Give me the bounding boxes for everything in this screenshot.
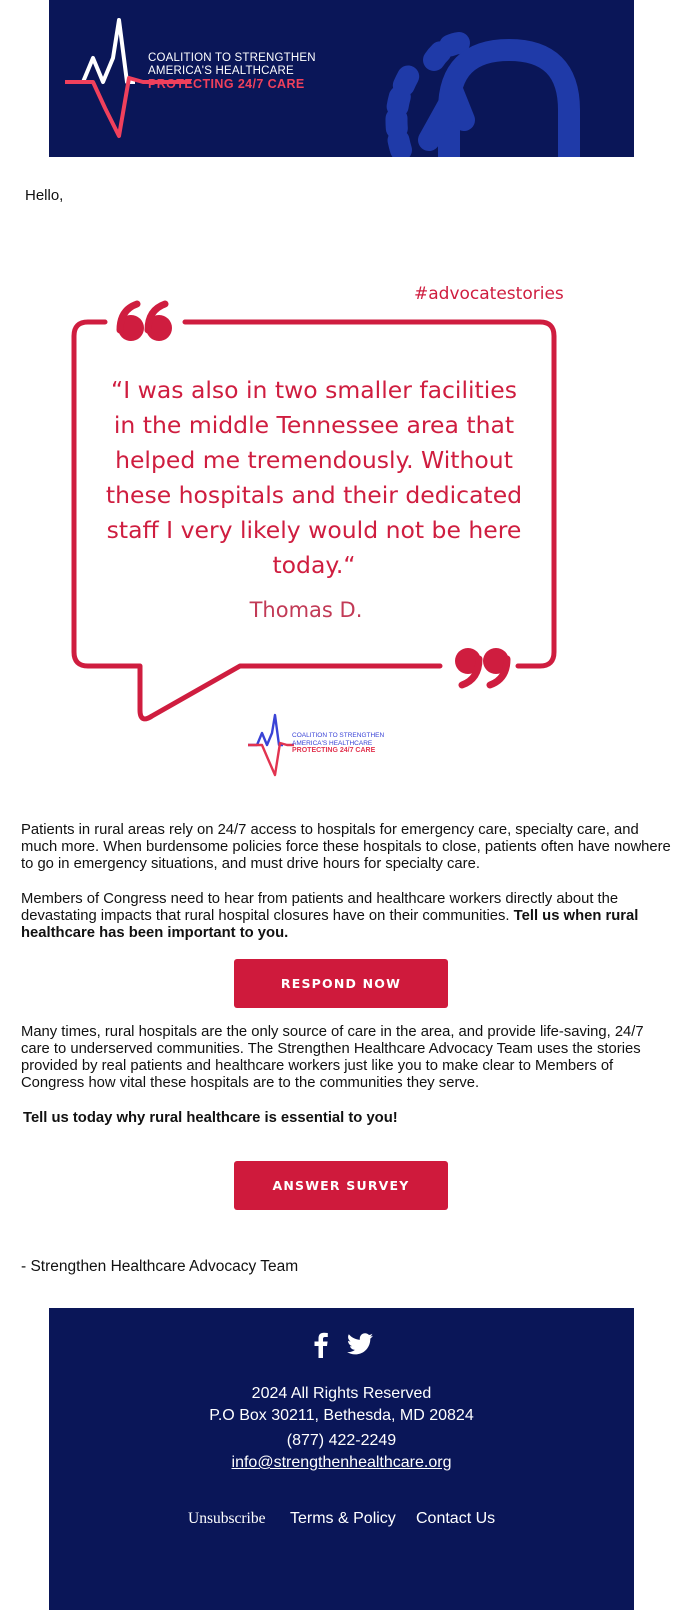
respond-now-button[interactable]: RESPOND NOW [234,959,448,1008]
footer-email-link[interactable]: info@strengthenhealthcare.org [231,1454,452,1471]
testimonial-quote: “I was also in two smaller facilities in the middle Tennessee area that helped me tremendously. Without these hospitals and their dedicated staff I very likely would not be here today.“ [105,376,523,579]
mini-logo-heartbeat-icon [247,713,295,779]
close-quote-icon [450,645,512,689]
facebook-icon[interactable] [314,1332,328,1358]
terms-policy-link[interactable]: Terms & Policy [290,1510,396,1527]
hashtag: #advocatestories [414,284,564,304]
paragraph-rural-access: Patients in rural areas rely on 24/7 access to hospitals for emergency care, specialty care, and much more. When burdensome policies force these hospitals to close, patients often have nowhere to go in emergency situations, and must drive hours for specialty care. [21,822,671,872]
unsubscribe-link[interactable]: Unsubscribe [188,1510,266,1527]
answer-survey-button[interactable]: ANSWER SURVEY [234,1161,448,1210]
logo-line1: COALITION TO STRENGTHEN [148,52,316,64]
paragraph-advocacy-team: Many times, rural hospitals are the only source of care in the area, and provide life-saving, 24/7 care to underserved communities. The Strengthen Healthcare Advocacy Team uses the stories provided by real patients and healthcare workers just like you to make clear to Members of Congress how vital these hospitals are to the communities they serve. [21,1024,644,1091]
mini-logo-line2: AMERICA'S HEALTHCARE [292,739,373,747]
signoff: - Strengthen Healthcare Advocacy Team [21,1258,299,1275]
greeting: Hello, [25,187,64,204]
testimonial-author: Thomas D. [249,598,363,622]
header-banner [49,0,634,157]
mini-logo-line3: PROTECTING 24/7 CARE [292,747,376,754]
contact-us-link[interactable]: Contact Us [416,1510,496,1527]
paragraph-congress-bold: Tell us when rural healthcare has been important to you. [21,908,639,941]
logo-line2: AMERICA'S HEALTHCARE [148,65,294,77]
mini-logo-line1: COALITION TO STRENGTHEN [292,732,385,739]
paragraph-call-to-action: Tell us today why rural healthcare is essential to you! [23,1110,398,1126]
footer [49,1308,634,1610]
footer-phone: (877) 422-2249 [286,1432,397,1449]
mini-logo-text [292,732,384,755]
header-logo-text [148,52,316,91]
paragraph-congress [21,891,671,942]
logo-line3: PROTECTING 24/7 CARE [148,77,305,91]
footer-address: P.O Box 30211, Bethesda, MD 20824 [209,1407,474,1424]
paragraph-congress-text: Members of Congress need to hear from patients and healthcare workers directly about the devastating impacts that rural hospital closures have on their communities. [21,891,619,924]
open-quote-icon [115,300,177,344]
footer-rights: 2024 All Rights Reserved [251,1385,432,1402]
twitter-icon[interactable] [347,1333,373,1355]
